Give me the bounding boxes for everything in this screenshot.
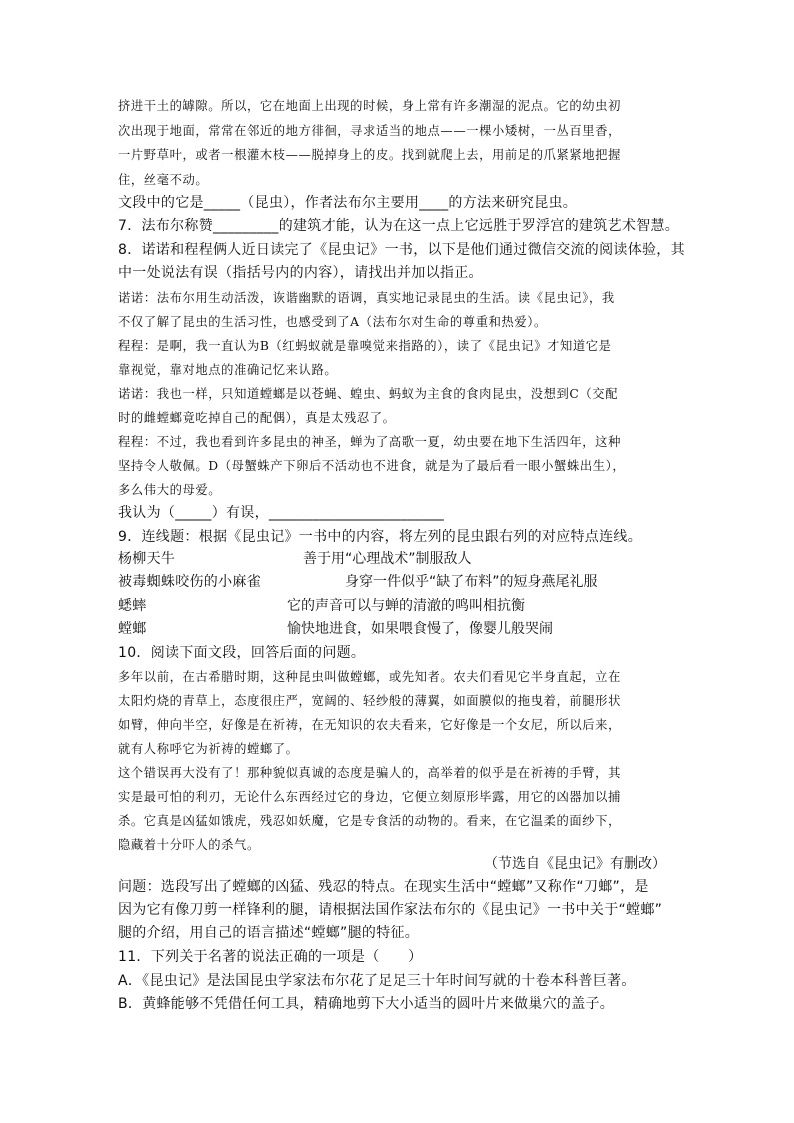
match-left-item: 螳螂 <box>118 621 147 637</box>
question-7: 7．法布尔称赞_________的建筑才能，认为在这一点上它远胜于罗浮宫的建筑艺术智慧。 <box>118 218 680 234</box>
passage-line: 如臂，伸向半空，好像是在祈祷，在无知识的农夫看来，它好像是一个女尼，所以后来， <box>118 718 621 732</box>
passage-line: 次出现于地面，常常在邻近的地方徘徊，寻求适当的地点——一棵小矮树，一丛百里香， <box>118 124 621 138</box>
passage-line: 住，丝毫不动。 <box>118 173 209 187</box>
source-note: （节选自《昆虫记》有删改） <box>484 856 666 872</box>
question-10: 10．阅读下面文段，回答后面的问题。 <box>118 645 366 661</box>
passage-line: 就有人称呼它为祈祷的螳螂了。 <box>118 742 299 756</box>
option-a: A．《昆虫记》是法国昆虫学家法布尔花了足足三十年时间写就的十卷本科普巨著。 <box>118 973 636 989</box>
passage-line: 杀。它真是凶猛如饿虎，残忍如妖魔，它是专食活的动物的。看来，在它温柔的面纱下， <box>118 814 621 828</box>
dialog-line: 时的雌螳螂竟吃掉自己的配偶），真是太残忍了。 <box>118 411 396 425</box>
dialog-line: 程程：是啊，我一直认为B（红蚂蚁就是靠嗅觉来指路的），读了《昆虫记》才知道它是 <box>118 339 612 353</box>
match-left-item: 蟋蟀 <box>118 598 147 614</box>
dialog-line: 坚持令人敬佩。D（母蟹蛛产下卵后不活动也不进食，就是为了最后看一眼小蟹蛛出生）， <box>118 459 626 473</box>
dialog-line: 程程：不过，我也看到许多昆虫的神圣，蝉为了高歌一夏，幼虫要在地下生活四年，这种 <box>118 435 621 449</box>
match-right-item: 善于用“心理战术”制服敌人 <box>303 551 472 567</box>
match-left-item: 杨柳天牛 <box>118 551 176 567</box>
question-8: 8．诺诺和程程俩人近日读完了《昆虫记》一书，以下是他们通过微信交流的阅读体验，其 <box>118 242 685 258</box>
match-left-item: 被毒蜘蛛咬伤的小麻雀 <box>118 574 261 590</box>
dialog-line: 靠视觉，靠对地点的准确记忆来认路。 <box>118 363 338 377</box>
question-10-prompt: 问题：选段写出了螳螂的凶猛、残忍的特点。在现实生活中“螳螂”又称作“刀螂”，是 <box>118 879 649 895</box>
question-6-fill: 文段中的它是_____（昆虫），作者法布尔主要用____的方法来研究昆虫。 <box>118 195 578 211</box>
passage-line: 这个错误再大没有了！那种貌似真诚的态度是骗人的，高举着的似乎是在祈祷的手臂，其 <box>118 766 621 780</box>
dialog-line: 诺诺：我也一样，只知道螳螂是以苍蝇、蝗虫、蚂蚁为主食的食肉昆虫，没想到C（交配 <box>118 387 619 401</box>
passage-line: 多年以前，在古希腊时期，这种昆虫叫做螳螂，或先知者。农夫们看见它半身直起，立在 <box>118 670 621 684</box>
question-10-prompt: 因为它有像刀剪一样锋利的腿，请根据法国作家法布尔的《昆虫记》一书中关于“螳螂” <box>118 902 663 918</box>
match-right-item: 身穿一件似乎“缺了布料”的短身燕尾礼服 <box>345 574 598 590</box>
question-11: 11．下列关于名著的说法正确的一项是（ ） <box>118 949 423 965</box>
question-8: 中一处说法有误（指括号内的内容），请找出并加以指正。 <box>118 265 483 281</box>
dialog-line: 诺诺：法布尔用生动活泼，诙谐幽默的语调，真实地记录昆虫的生活。读《昆虫记》，我 <box>118 291 615 305</box>
question-8-answer: 我认为（_____）有误，________________________ <box>118 505 445 521</box>
question-10-prompt: 腿的介绍，用自己的语言描述“螳螂”腿的特征。 <box>118 925 420 941</box>
match-right-item: 愉快地进食，如果喂食慢了，像婴儿般哭闹 <box>287 621 553 637</box>
passage-line: 挤进干土的罅隙。所以，它在地面上出现的时候，身上常有许多潮湿的泥点。它的幼虫初 <box>118 99 621 113</box>
dialog-line: 不仅了解了昆虫的生活习性，也感受到了A（法布尔对生命的尊重和热爱）。 <box>118 315 547 329</box>
passage-line: 隐藏着十分吓人的杀气。 <box>118 838 260 852</box>
option-b: B．黄蜂能够不凭借任何工具，精确地剪下大小适当的圆叶片来做巢穴的盖子。 <box>118 996 615 1012</box>
passage-line: 一片野草叶，或者一根灌木枝——脱掉身上的皮。找到就爬上去，用前足的爪紧紧地把握 <box>118 148 621 162</box>
passage-line: 实是最可怕的利刃，无论什么东西经过它的身边，它便立刻原形毕露，用它的凶器加以捕 <box>118 790 621 804</box>
match-right-item: 它的声音可以与蝉的清澈的鸣叫相抗衡 <box>287 598 525 614</box>
dialog-line: 多么伟大的母爱。 <box>118 483 222 497</box>
passage-line: 太阳灼烧的青草上，态度很庄严，宽阔的、轻纱般的薄翼，如面膜似的拖曳着，前腿形状 <box>118 694 621 708</box>
question-9: 9．连线题：根据《昆虫记》一书中的内容，将左列的昆虫跟右列的对应特点连线。 <box>118 529 643 545</box>
